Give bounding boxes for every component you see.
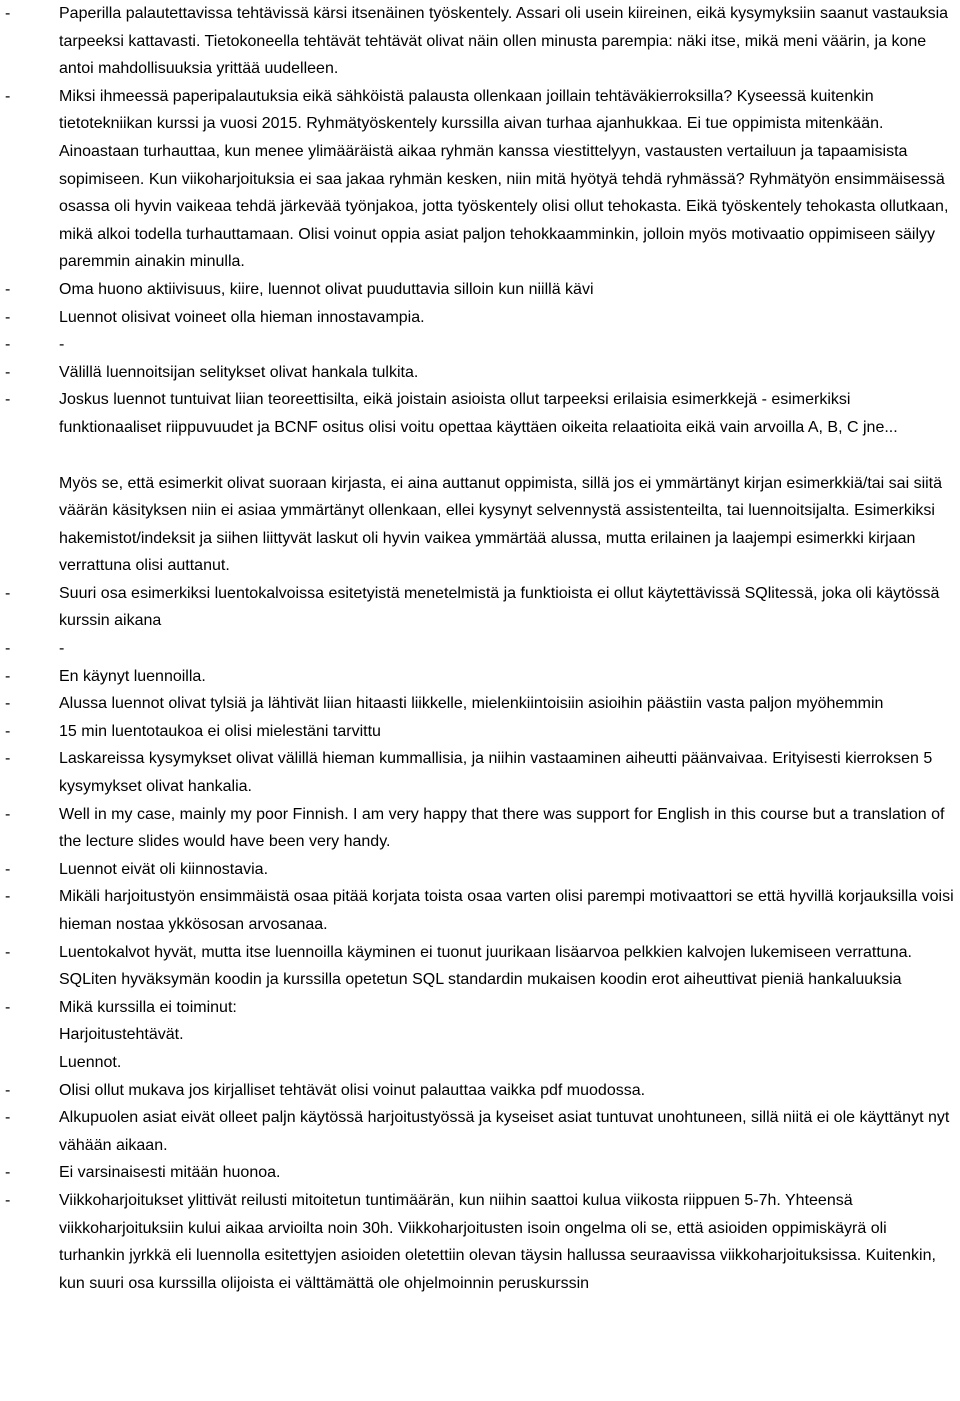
bullet-dash: -: [5, 750, 11, 768]
paragraph-gap: [5, 442, 955, 470]
list-item: [5, 0, 955, 83]
bullet-dash: -: [5, 667, 11, 685]
list-item-text: Luennot olisivat voineet olla hieman innostavampia.: [59, 308, 425, 326]
list-item-text: Olisi ollut mukava jos kirjalliset tehtävät olisi voinut palauttaa vaikka pdf muodossa.: [59, 1081, 646, 1099]
list-item: [5, 690, 955, 718]
list-item-text: Alussa luennot olivat tylsiä ja lähtivät liian hitaasti liikkelle, mielenkiintoisiin asioihin päästiin vasta paljon myöhemmin: [59, 695, 884, 713]
bullet-dash: -: [5, 722, 11, 740]
list-item-text: Välillä luennoitsijan selitykset olivat hankala tulkita.: [59, 363, 419, 381]
list-item: [5, 1159, 955, 1187]
bullet-dash: -: [5, 5, 11, 22]
bullet-dash: -: [5, 640, 11, 658]
bullet-dash: -: [5, 998, 11, 1016]
list-item: [5, 801, 955, 856]
list-item-text: -: [59, 640, 65, 658]
list-item-text: Joskus luennot tuntuivat liian teoreettisilta, eikä joistain asioista ollut tarpeeksi erilaisia esimerkkejä - esimerkiksi funktionaaliset riippuvuudet ja BCNF ositus olisi voitu opettaa käyttäen oikeita relaatioita eikä vain arvoilla A, B, C jne...: [59, 391, 898, 436]
list-item: [5, 994, 955, 1077]
list-item: [5, 83, 955, 276]
bullet-dash: -: [5, 336, 11, 354]
bullet-dash: -: [5, 860, 11, 878]
bullet-dash: -: [5, 1164, 11, 1182]
list-item-text: Well in my case, mainly my poor Finnish. I am very happy that there was support for English in this course but a translation of the lecture slides would have been very handy.: [59, 805, 945, 851]
list-item-subline: Luennot.: [59, 1053, 122, 1071]
list-item: [5, 939, 955, 994]
bullet-dash: -: [5, 1109, 11, 1127]
feedback-paragraph: Myös se, että esimerkit olivat suoraan kirjasta, ei aina auttanut oppimista, sillä jos ei ymmärtänyt kirjan esimerkkiä/tai sai siitä väärän käsityksen niin ei asiaa ymmärtänyt ollenkaan, ellei kysynyt selvennystä assistenteilta, tai luennoitsijalta. Esimerkiksi hakemistot/indeksit ja siihen liittyvät laskut oli hyvin vaikea ymmärtää alussa, mutta erilainen ja laajempi esimerkki kirjaan verrattuna olisi auttanut.: [59, 474, 943, 575]
list-item-text: Luennot eivät oli kiinnostavia.: [59, 860, 269, 878]
feedback-list-2: [5, 580, 955, 1297]
list-item-text: Viikkoharjoitukset ylittivät reilusti mitoitetun tuntimäärän, kun niihin saattoi kulua viikosta riippuen 5-7h. Yhteensä viikkoharjoituksiin kului aikaa arvioilta noin 30h. Viikkoharjoitusten isoin ongelma oli se, että asioiden oppimiskäyrä oli turhankin jyrkkä eli luennolla esitettyjen asioiden oletettiin olevan täysin hallussa seuraavissa viikkoharjoituksissa. Kuitenkin, kun suuri osa kurssilla olijoista ei välttämättä ole ohjelmoinnin peruskurssin: [59, 1191, 936, 1292]
list-item-text: Paperilla palautettavissa tehtävissä kärsi itsenäinen työskentely. Assari oli usein kiireinen, eikä kysymyksiin saanut vastauksia tarpeeksi kattavasti. Tietokoneella tehtävät tehtävät olivat näin ollen minusta parempia: näki itse, mikä meni väärin, ja kone antoi mahdollisuuksia yrittää uudelleen.: [59, 5, 949, 78]
feedback-list-1: [5, 0, 955, 442]
list-item: [5, 331, 955, 359]
list-item-text: Suuri osa esimerkiksi luentokalvoissa esitetyistä menetelmistä ja funktioista ei ollut käytettävissä SQlitessä, joka oli käytössä kurssin aikana: [59, 584, 940, 630]
list-item: [5, 1104, 955, 1159]
list-item-text: Mikäli harjoitustyön ensimmäistä osaa pitää korjata toista osaa varten olisi parempi motivaattori se että hyvillä korjauksilla voisi hieman nostaa ykkösosan arvosanaa.: [59, 888, 954, 933]
list-item: [5, 883, 955, 938]
list-item-text: Ei varsinaisesti mitään huonoa.: [59, 1164, 281, 1182]
list-item-text: -: [59, 336, 65, 354]
list-item-text: 15 min luentotaukoa ei olisi mielestäni tarvittu: [59, 722, 381, 740]
list-item-text: Mikä kurssilla ei toiminut:: [59, 998, 237, 1016]
bullet-dash: -: [5, 280, 11, 298]
list-item: [5, 635, 955, 663]
list-item: [5, 359, 955, 387]
bullet-dash: -: [5, 695, 11, 713]
bullet-dash: -: [5, 943, 11, 961]
list-item: [5, 745, 955, 800]
bullet-dash: -: [5, 584, 11, 602]
bullet-dash: -: [5, 363, 11, 381]
list-item: [5, 580, 955, 635]
list-item-text: Oma huono aktiivisuus, kiire, luennot olivat puuduttavia silloin kun niillä kävi: [59, 280, 594, 298]
list-item: [5, 304, 955, 332]
list-item-text: Luentokalvot hyvät, mutta itse luennoilla käyminen ei tuonut juurikaan lisäarvoa pelkkien kalvojen lukemiseen verrattuna. SQLiten hyväksymän koodin ja kurssilla opetetun SQL standardin mukaisen koodin erot aiheuttivat pieniä hankaluuksia: [59, 943, 912, 989]
bullet-dash: -: [5, 805, 11, 823]
list-item-text: Laskareissa kysymykset olivat välillä hieman kummallisia, ja niihin vastaaminen aiheutti päänvaivaa. Erityisesti kierroksen 5 kysymykset olivat hankalia.: [59, 750, 933, 796]
list-item: [5, 386, 955, 441]
list-item-text: En käynyt luennoilla.: [59, 667, 206, 685]
bullet-dash: -: [5, 87, 11, 105]
bullet-dash: -: [5, 1081, 11, 1099]
list-item: [5, 1077, 955, 1105]
list-item: [5, 276, 955, 304]
bullet-dash: -: [5, 1191, 11, 1209]
list-item-text: Alkupuolen asiat eivät olleet paljn käytössä harjoitustyössä ja kyseiset asiat tuntuvat unohtuneen, sillä niitä ei ole käyttänyt nyt vähään aikaan.: [59, 1109, 950, 1154]
list-item: [5, 718, 955, 746]
list-item: [5, 663, 955, 691]
bullet-dash: -: [5, 308, 11, 326]
bullet-dash: -: [5, 391, 11, 409]
list-item: [5, 856, 955, 884]
list-item: [5, 1187, 955, 1297]
list-item-text: Miksi ihmeessä paperipalautuksia eikä sähköistä palausta ollenkaan joillain tehtäväkierroksilla? Kyseessä kuitenkin tietotekniikan kurssi ja vuosi 2015. Ryhmätyöskentely kurssilla aivan turhaa ajanhukkaa. Ei tue oppimista mitenkään. Ainoastaan turhauttaa, kun menee ylimääräistä aikaa ryhmän kanssa viestittelyyn, vastausten vertailuun ja tapaamisista sopimiseen. Kun viikoharjoituksia ei saa jakaa ryhmän kesken, niin mitä hyötyä tehdä ryhmässä? Ryhmätyön ensimmäisessä osassa oli hyvin vaikeaa tehdä järkevää työnjakoa, jotta työskentely olisi ollut tehokasta. Eikä työskentely tehokasta ollutkaan, mikä alkoi todella turhauttamaan. Olisi voinut oppia asiat paljon tehokkaamminkin, jolloin myös motivaatio oppimiseen säilyy paremmin ainakin minulla.: [59, 87, 949, 271]
bullet-dash: -: [5, 888, 11, 906]
list-item-subline: Harjoitustehtävät.: [59, 1026, 184, 1044]
